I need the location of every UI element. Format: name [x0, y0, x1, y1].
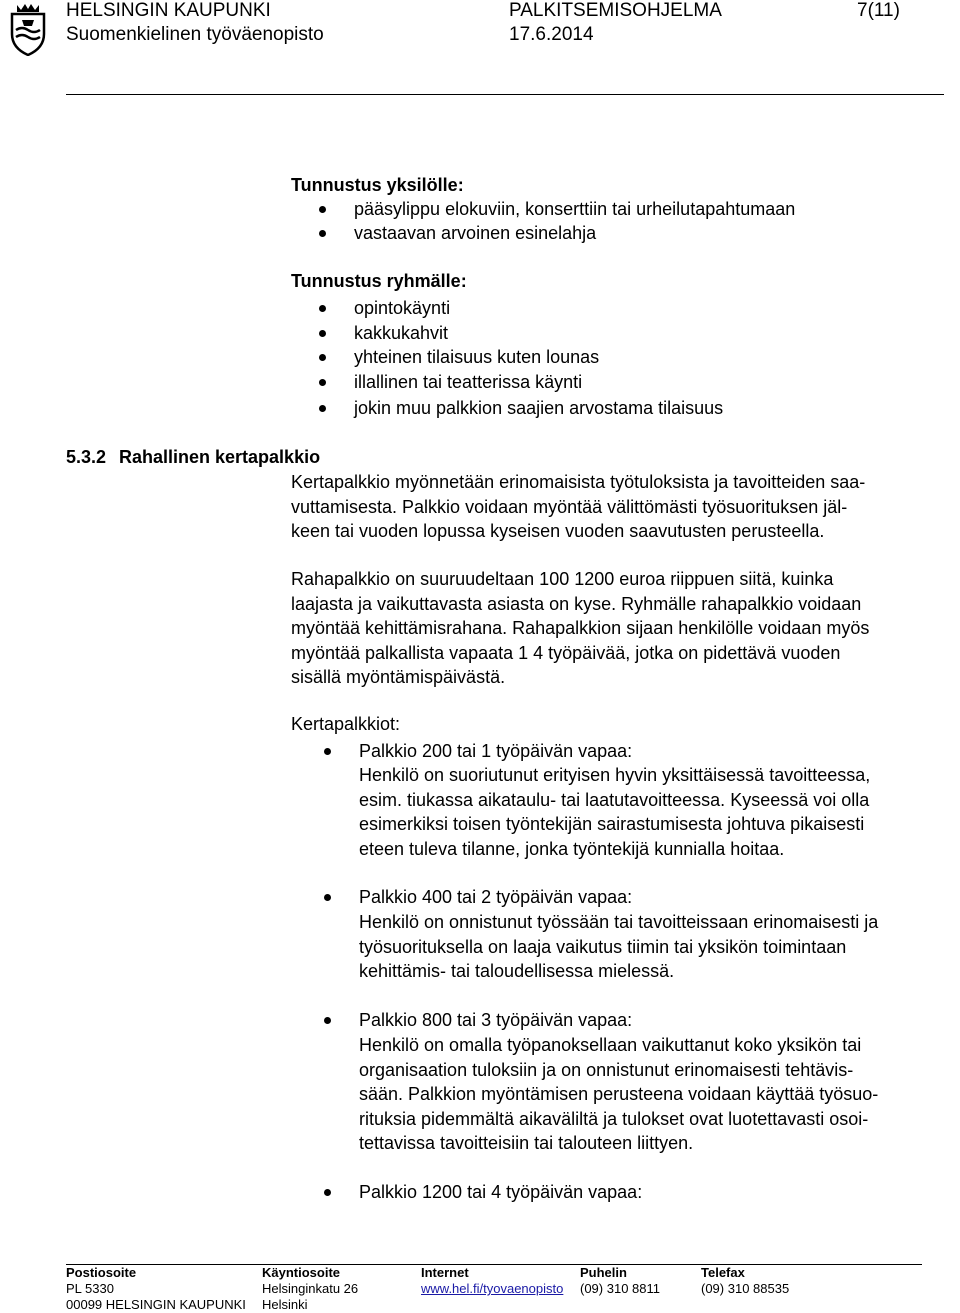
- text-line: Kertapalkkio myönnetään erinomaisista työtuloksista ja tavoitteiden saa-: [291, 472, 866, 492]
- text-line: sisällä myöntämispäivästä.: [291, 667, 506, 687]
- text-line: eteen tuleva tilanne, jonka työntekijä kunnialla hoitaa.: [359, 838, 785, 859]
- list-item: vastaavan arvoinen esinelahja: [354, 221, 596, 246]
- individual-heading: Tunnustus yksilölle:: [291, 175, 464, 195]
- header-divider: [66, 94, 944, 95]
- text-line: kehittämis- tai taloudellisessa mielessä.: [359, 961, 675, 981]
- text-line: organisaation tuloksiin ja on onnistunut erinomaisesti tehtävis-: [359, 1059, 854, 1080]
- reward-title: Palkkio 200 tai 1 työpäivän vapaa:: [359, 739, 632, 764]
- list-item: yhteinen tilaisuus kuten lounas: [354, 345, 599, 370]
- header-page-number: 7(11): [857, 0, 900, 21]
- group-heading: Tunnustus ryhmälle:: [291, 271, 467, 291]
- reward-description: [359, 763, 959, 861]
- header-date: 17.6.2014: [509, 24, 594, 45]
- text-line: Henkilö on onnistunut työssään tai tavoitteissaan erinomaisesti ja: [359, 912, 879, 932]
- text-line: myöntää palkallista vapaata 1 4 työpäivää, jotka on pidettävä vuoden: [291, 642, 841, 663]
- list-item: illallinen tai teatterissa käynti: [354, 370, 582, 395]
- text-line: rituksia pidemmältä aikaväliltä ja tulokset ovat luotettavasti osoi-: [359, 1108, 869, 1129]
- reward-title: Palkkio 400 tai 2 työpäivän vapaa:: [359, 885, 632, 910]
- list-item: kakkukahvit: [354, 321, 448, 346]
- reward-description: [359, 910, 959, 984]
- reward-title: Palkkio 800 tai 3 työpäivän vapaa:: [359, 1008, 632, 1033]
- list-item: jokin muu palkkion saajien arvostama tilaisuus: [354, 396, 723, 421]
- text-line: laajasta ja vaikuttavasta asiasta on kyse. Ryhmälle rahapalkkio voidaan: [291, 593, 862, 614]
- footer-visit-city: Helsinki: [262, 1297, 308, 1312]
- text-line: myöntää kehittämisrahana. Rahapalkkion sijaan henkilölle voidaan myös: [291, 618, 870, 638]
- text-line: keen tai vuoden lopussa kyseisen vuoden saavutusten perusteella.: [291, 521, 825, 541]
- footer-fax: (09) 310 88535: [701, 1281, 790, 1296]
- list-item: pääsylippu elokuviin, konserttiin tai urheilutapahtumaan: [354, 197, 795, 222]
- footer-postal-box: PL 5330: [66, 1281, 114, 1296]
- section-title: Rahallinen kertapalkkio: [119, 447, 321, 467]
- rewards-heading: Kertapalkkiot:: [291, 714, 401, 734]
- text-line: Henkilö on omalla työpanoksellaan vaikuttanut koko yksikön tai: [359, 1035, 862, 1055]
- paragraph-intro: [291, 470, 957, 544]
- footer-visit-street: Helsinginkatu 26: [262, 1281, 359, 1296]
- reward-description: [359, 1033, 959, 1156]
- footer-website-link[interactable]: www.hel.fi/tyovaenopisto: [421, 1281, 564, 1296]
- footer-phone-label: Puhelin: [580, 1265, 627, 1280]
- footer-internet-label: Internet: [421, 1265, 469, 1280]
- footer-visit-label: Käyntiosoite: [262, 1265, 341, 1280]
- footer-postal-label: Postiosoite: [66, 1265, 137, 1280]
- text-line: sään. Palkkion myöntämisen perusteena voidaan käyttää työsuo-: [359, 1084, 879, 1104]
- text-line: vuttamisesta. Palkkio voidaan myöntää välittömästi työsuorituksen jäl-: [291, 496, 848, 517]
- text-line: Rahapalkkio on suuruudeltaan 100 1200 euroa riippuen siitä, kuinka: [291, 569, 834, 589]
- text-line: työsuorituksella on laaja vaikutus tiimin tai yksikön toimintaan: [359, 936, 847, 957]
- text-line: Henkilö on suoriutunut erityisen hyvin yksittäisessä tavoitteessa,: [359, 765, 871, 785]
- footer-postal-city: 00099 HELSINGIN KAUPUNKI: [66, 1297, 246, 1312]
- header-document-title: PALKITSEMISOHJELMA: [509, 0, 722, 21]
- text-line: tettavissa tavoitteisiin tai talouteen liittyen.: [359, 1133, 694, 1153]
- footer-phone: (09) 310 8811: [580, 1281, 660, 1296]
- reward-title: Palkkio 1200 tai 4 työpäivän vapaa:: [359, 1180, 642, 1205]
- text-line: esim. tiukassa aikataulu- tai laatutavoitteessa. Kyseessä voi olla: [359, 789, 870, 810]
- footer-divider: [66, 1264, 922, 1265]
- footer-fax-label: Telefax: [701, 1265, 745, 1280]
- paragraph-amounts: [291, 567, 957, 690]
- list-item: opintokäynti: [354, 296, 450, 321]
- section-number: 5.3.2: [66, 447, 107, 467]
- text-line: esimerkiksi toisen työntekijän sairastumisesta johtuva pikaisesti: [359, 814, 865, 834]
- header-unit: Suomenkielinen työväenopisto: [66, 24, 324, 45]
- helsinki-crest-logo: [8, 0, 48, 56]
- header-organization: HELSINGIN KAUPUNKI: [66, 0, 271, 21]
